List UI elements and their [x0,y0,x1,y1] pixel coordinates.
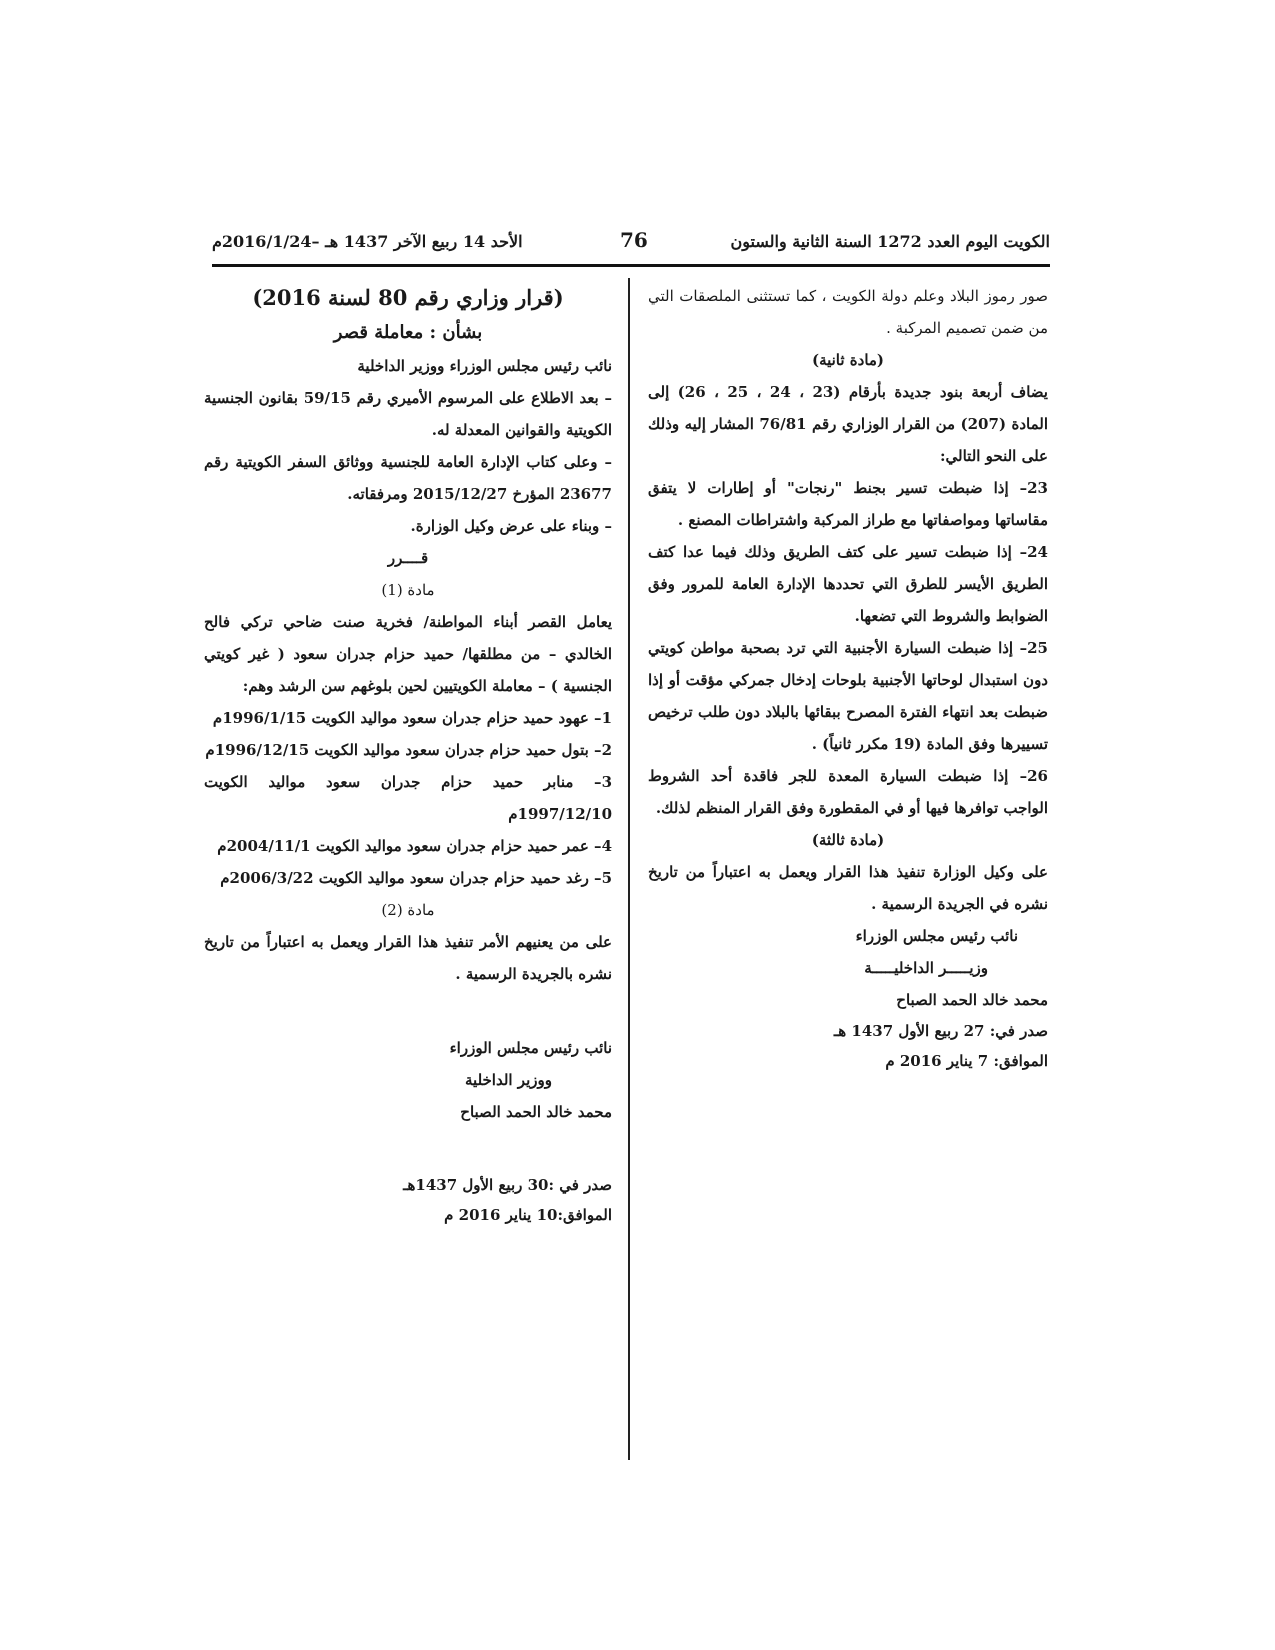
child-3: 3– منابر حميد حزام جدران سعود مواليد الكويت 1997/12/10م [204,773,612,823]
column-divider [628,278,630,1460]
signature-title: نائب رئيس مجلس الوزراء [449,1039,612,1057]
corresponding-date: الموافق:10 يناير 2016 م [444,1206,612,1224]
decided-heading: قــــرر [387,549,429,567]
article-1-text: يعامل القصر أبناء المواطنة/ فخرية صنت ضاحي تركي فالح الخالدي – من مطلقها/ حميد حزام جدران سعود ( غير كويتي الجنسية ) – معاملة الكويتيين لحين بلوغهم سن الرشد وهم: [204,613,612,695]
issued-date: صدر في: 27 ربيع الأول 1437 هـ [833,1022,1048,1040]
page-number: 76 [620,228,648,252]
article-3-heading: (مادة ثالثة) [811,831,885,849]
child-5: 5– رغد حميد حزام جدران سعود مواليد الكويت 2006/3/22م [220,869,612,887]
item-26: 26– إذا ضبطت السيارة المعدة للجر فاقدة أحد الشروط الواجب توافرها فيها أو في المقطورة وفق القرار المنظم لذلك. [648,767,1048,817]
article-1-heading: مادة (1) [381,581,435,599]
page-header [212,228,1050,262]
signature-name: محمد خالد الحمد الصباح [460,1103,612,1121]
spacer [204,990,612,1032]
right-column [648,280,1048,1076]
issued-date: صدر في :30 ربيع الأول 1437هـ [403,1176,612,1194]
article-2-heading: مادة (2) [381,901,435,919]
child-2: 2– بتول حميد حزام جدران سعود مواليد الكويت 1996/12/15م [205,741,612,759]
decree-title: (قرار وزاري رقم 80 لسنة 2016) [252,285,564,310]
corresponding-date: الموافق: 7 يناير 2016 م [885,1052,1048,1070]
recital-3: – وبناء على عرض وكيل الوزارة. [410,517,612,535]
article-2-text: على من يعنيهم الأمر تنفيذ هذا القرار ويعمل به اعتباراً من تاريخ نشره بالجريدة الرسمية . [204,933,612,983]
header-rule [212,264,1050,267]
article-2-text: يضاف أربعة بنود جديدة بأرقام (23 ، 24 ، 25 ، 26) إلى المادة (207) من القرار الوزاري رقم 76/81 المشار إليه وذلك على النحو التالي: [648,383,1048,465]
child-4: 4– عمر حميد حزام جدران سعود مواليد الكويت 2004/11/1م [217,837,612,855]
issuer: نائب رئيس مجلس الوزراء ووزير الداخلية [357,357,612,375]
item-24: 24– إذا ضبطت تسير على كتف الطريق وذلك فيما عدا كتف الطريق الأيسر للطرق التي تحددها الإدارة العامة للمرور وفق الضوابط والشروط التي تضعها. [648,543,1048,625]
signature-ministry: ووزير الداخلية [465,1071,552,1089]
item-23: 23– إذا ضبطت تسير بجنط "رنجات" أو إطارات لا يتفق مقاساتها ومواصفاتها مع طراز المركبة واشتراطات المصنع . [648,479,1048,529]
spacer [204,1128,612,1170]
signature-ministry: وزيـــــر الداخليـــــة [864,959,988,977]
left-column [204,280,612,1230]
article-3-text: على وكيل الوزارة تنفيذ هذا القرار ويعمل به اعتباراً من تاريخ نشره في الجريدة الرسمية . [648,863,1048,913]
header-date: الأحد 14 ربيع الآخر 1437 هـ –2016/1/24م [212,232,523,251]
recital-1: – بعد الاطلاع على المرسوم الأميري رقم 59/15 بقانون الجنسية الكويتية والقوانين المعدلة له. [204,389,612,439]
decree-subject: بشأن : معاملة قصر [333,322,483,343]
header-issue-info: الكويت اليوم العدد 1272 السنة الثانية والستون [730,232,1050,251]
signature-name: محمد خالد الحمد الصباح [896,991,1048,1009]
item-25: 25– إذا ضبطت السيارة الأجنبية التي ترد بصحبة مواطن كويتي دون استبدال لوحاتها الأجنبية بلوحات إدخال جمركي مؤقت أو إذا ضبطت بعد انتهاء الفترة المصرح ببقائها بالبلاد دون طلب ترخيص تسييرها وفق المادة (19 مكرر ثانياً) . [648,639,1048,753]
recital-2: – وعلى كتاب الإدارة العامة للجنسية ووثائق السفر الكويتية رقم 23677 المؤرخ 2015/12/27 ومرفقاته. [204,453,612,503]
child-1: 1– عهود حميد حزام جدران سعود مواليد الكويت 1996/1/15م [212,709,612,727]
article-2-heading: (مادة ثانية) [811,351,885,369]
intro-paragraph: صور رموز البلاد وعلم دولة الكويت ، كما تستثنى الملصقات التي من ضمن تصميم المركبة . [648,287,1048,337]
signature-title: نائب رئيس مجلس الوزراء [855,927,1018,945]
